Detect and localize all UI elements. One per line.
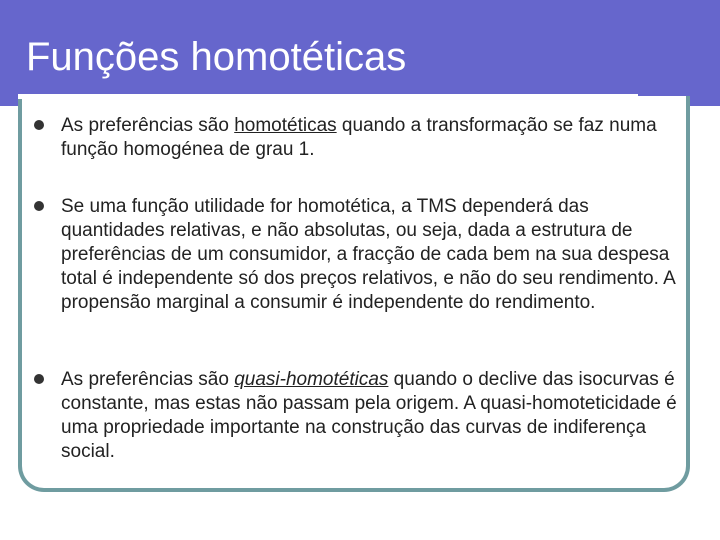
bullet-text-part: As preferências são [61,369,235,390]
bullet-dot-icon [34,374,44,384]
bullet-text-part: As preferências são [61,115,235,136]
term-homotheticas: homotéticas [234,115,337,136]
bullet-text-utility: Se uma função utilidade for homotética, a TMS dependerá das quantidades relativas, e não absolutas, ou seja, dada a estrutura de preferências de um consumidor, a fracção de cada bem na sua despesa total é independente só dos preços relativos, e não do seu rendimento. A propensão marginal a consumir é independente do rendimento. [61,196,675,313]
bullet-text-part: quando o declive das isocurvas é constante, mas estas não passam pela origem. A quasi-homoteticidade é uma propriedade importante na construção das curvas de indiferença social. [61,369,677,462]
bullet-text-homothetic [61,114,689,162]
bullet-text-quasi-homothetic [61,368,689,464]
slide-title: Funções homotéticas [26,35,407,79]
bullet-dot-icon [34,120,44,130]
bullet-text-part: quando a transformação se faz numa função homogénea de grau 1. [61,115,657,160]
bullet-dot-icon [34,201,44,211]
term-quasi-homotheticas: quasi-homotéticas [234,369,389,390]
